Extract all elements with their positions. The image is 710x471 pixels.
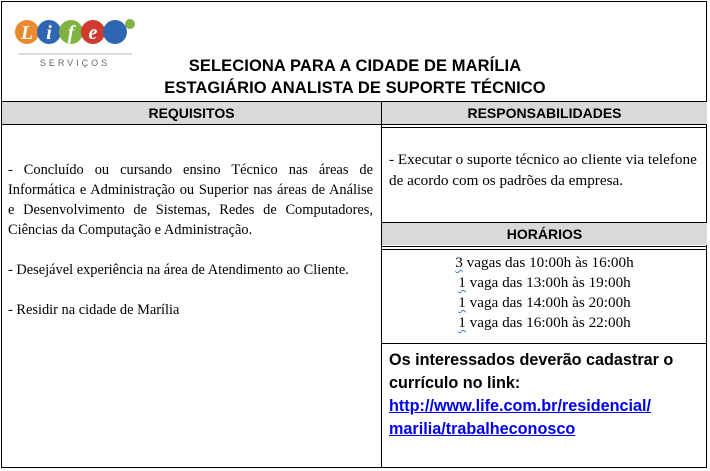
horario-slot — [382, 293, 707, 313]
svg-text:f: f — [67, 22, 75, 44]
svg-text:i: i — [46, 22, 52, 44]
horario-text: vaga das 14:00h às 20:00h — [465, 294, 631, 311]
link-line[interactable]: http://www.life.com.br/residencial/ — [389, 397, 652, 415]
vagas-count: 3 — [455, 254, 463, 271]
vagas-count: 1 — [458, 274, 466, 291]
cadastro-text: Os interessados deverão cadastrar o currículo no link: — [389, 351, 674, 392]
requisito-item: - Residir na cidade de Marília — [8, 302, 180, 318]
responsabilidades-text: - Executar o suporte técnico ao cliente via telefone de acordo com os padrões da empresa. — [389, 151, 697, 189]
cadastro-block — [389, 349, 707, 441]
horario-slot — [382, 253, 707, 273]
requisito-item: - Desejável experiência na área de Atendimento ao Cliente. — [8, 262, 349, 278]
svg-text:L: L — [20, 22, 34, 44]
page-title-line1: SELECIONA PARA A CIDADE DE MARÍLIA — [188, 57, 522, 75]
divider — [381, 124, 707, 125]
page-title-line2: ESTAGIÁRIO ANALISTA DE SUPORTE TÉCNICO — [164, 79, 546, 97]
divider — [1, 124, 382, 125]
divider — [381, 127, 707, 128]
divider — [381, 246, 707, 247]
link-line[interactable]: marilia/trabalheconosco — [389, 420, 576, 438]
vagas-count: 1 — [458, 314, 466, 331]
horario-slot — [382, 313, 707, 333]
requisitos-content — [8, 160, 373, 340]
horario-text: vagas das 10:00h às 16:00h — [462, 254, 634, 271]
horarios-heading: HORÁRIOS — [382, 223, 707, 245]
horario-text: vaga das 13:00h às 19:00h — [465, 274, 631, 291]
horario-slot — [382, 273, 707, 293]
requisito-item: - Concluído ou cursando ensino Técnico nas áreas de Informática e Administração ou Superior nas áreas de Análise e Desenvolvimento de Sistemas, Redes de Computadores, Ciências da Computação e Administração. — [8, 162, 373, 238]
horario-text: vaga das 16:00h às 22:00h — [465, 314, 631, 331]
cadastro-link[interactable] — [389, 397, 651, 438]
requisitos-heading: REQUISITOS — [2, 102, 381, 124]
svg-text:e: e — [88, 22, 98, 44]
svg-text:SERVIÇOS: SERVIÇOS — [39, 58, 111, 68]
divider — [381, 343, 707, 344]
divider — [381, 249, 707, 250]
horarios-list — [382, 253, 707, 333]
responsabilidades-heading: RESPONSABILIDADES — [382, 102, 707, 124]
vagas-count: 1 — [458, 294, 466, 311]
